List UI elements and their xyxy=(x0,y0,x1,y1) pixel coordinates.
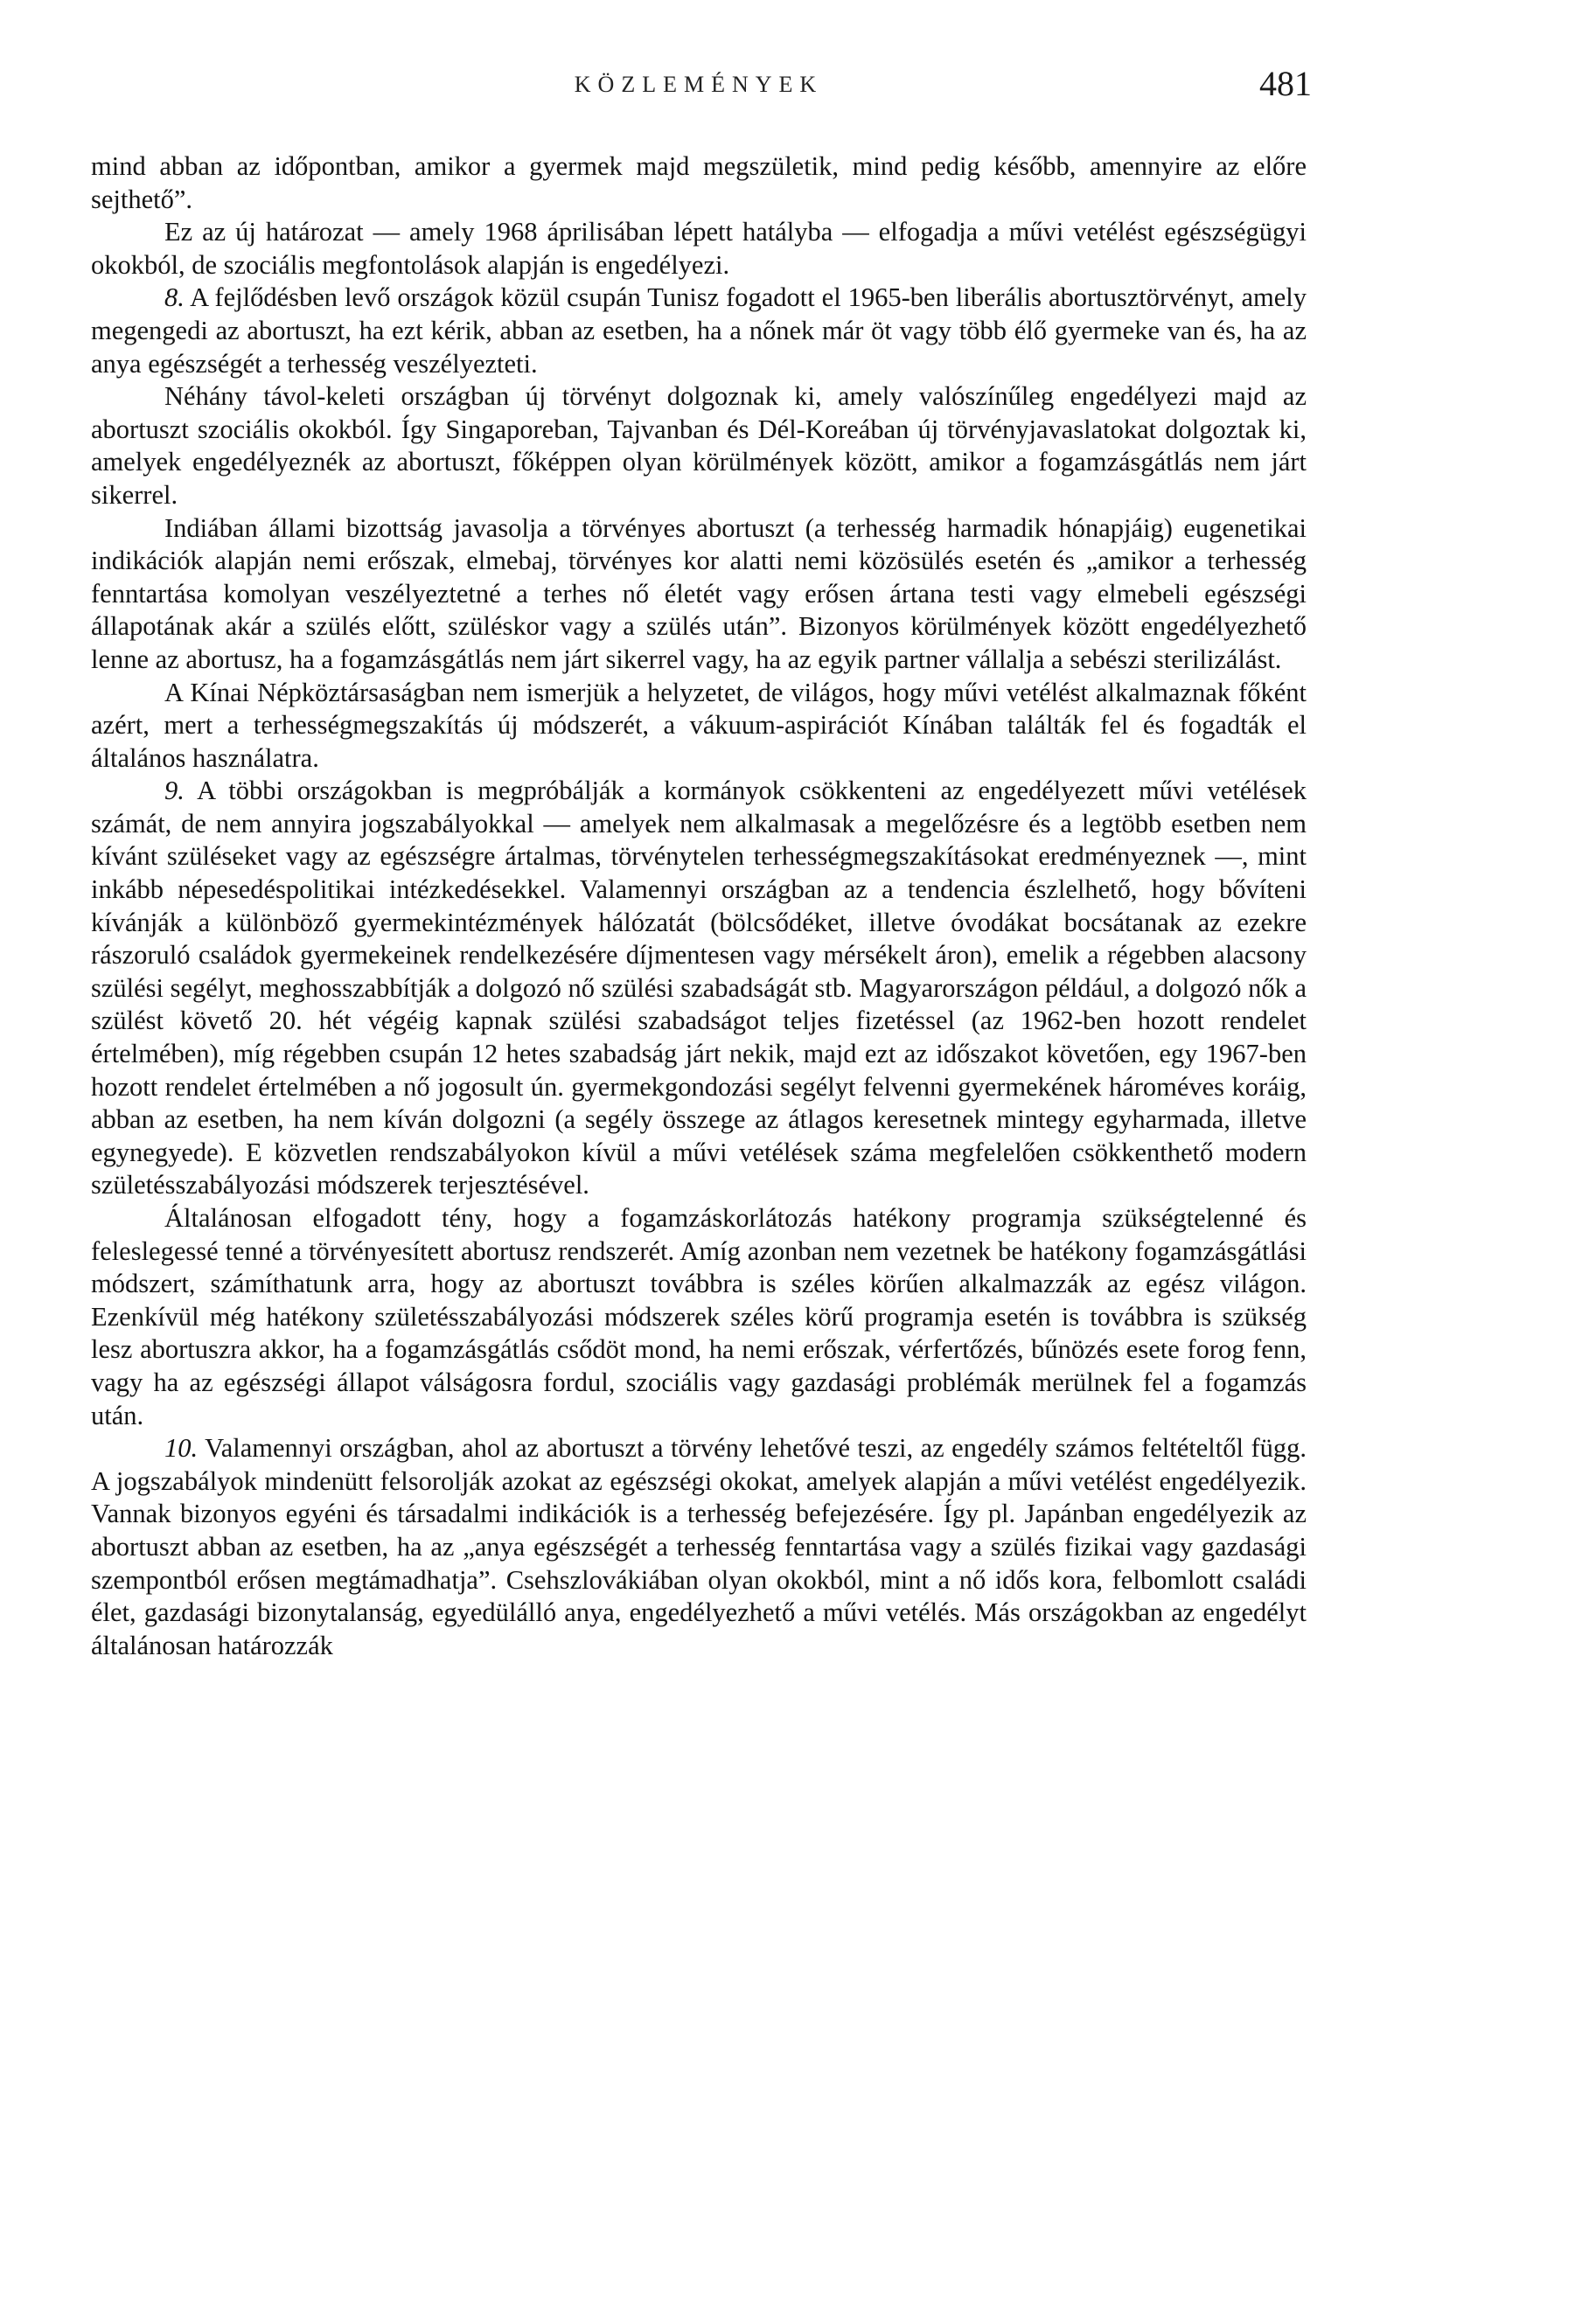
paragraph xyxy=(91,150,1307,216)
paragraph xyxy=(91,1432,1307,1662)
paragraph xyxy=(91,1202,1307,1432)
paragraph-text: Általánosan elfogadott tény, hogy a fogamzáskorlátozás hatékony programja szükségtelenné és feleslegessé tenné a törvényesített abortusz rendszerét. Amíg azonban nem vezetnek be hatékony fogamzásgátlási módszert, számíthatunk arra, hogy az abortuszt továbbra is széles körűen alkalmazzák az egész világon. Ezenkívül még hatékony születésszabályozási módszerek széles körű programja esetén is továbbra is szükség lesz abortuszra akkor, ha a fogamzásgátlás csődöt mond, ha nemi erőszak, vérfertőzés, bűnözés esete forog fenn, vagy ha az egészségi állapot válságosra fordul, szociális vagy gazdasági problémák merülnek fel a fogamzás után. xyxy=(91,1203,1307,1430)
paragraph xyxy=(91,512,1307,677)
page xyxy=(91,61,1312,1662)
paragraph-text: A többi országokban is megpróbálják a kormányok csökkenteni az engedélyezett művi vetélések számát, de nem annyira jogszabályokkal — amelyek nem alkalmasak a megelőzésre és a legtöbb esetben nem kívánt szüléseket vagy az egészségre ártalmas, törvénytelen terhességmegszakításokat eredményeznek —, mint inkább népesedéspolitikai intézkedésekkel. Valamennyi országban az a tendencia észlelhető, hogy bővíteni kívánják a különböző gyermekintézmények hálózatát (bölcsődéket, illetve óvodákat bocsátanak az ezekre rászoruló családok gyermekeinek rendelkezésére díjmentesen vagy mérsékelt áron), emelik a régebben alacsony szülési segélyt, meghosszabbítják a dolgozó nő szülési szabadságát stb. Magyarországon például, a dolgozó nők a szülést követő 20. hét végéig kapnak szülési szabadságot teljes fizetéssel (az 1962-ben hozott rendelet értelmében), míg régebben csupán 12 hetes szabadság járt nekik, majd ezt az időszakot követően, egy 1967-ben hozott rendelet értelmében a nő jogosult ún. gyermekgondozási segélyt felvenni gyermekének hároméves koráig, abban az esetben, ha nem kíván dolgozni (a segély összege az átlagos keresetnek mintegy egyharmada, illetve egynegyede). E közvetlen rendszabályokon kívül a művi vetélések száma megfelelően csökkenthető modern születésszabályozási módszerek terjesztésével. xyxy=(91,776,1307,1200)
paragraph-text: A fejlődésben levő országok közül csupán Tunisz fogadott el 1965-ben liberális abortusztörvényt, amely megengedi az abortuszt, ha ezt kérik, abban az esetben, ha a nőnek már öt vagy több élő gyermeke van és, ha az anya egészségét a terhesség veszélyezteti. xyxy=(91,282,1307,379)
running-head: KÖZLEMÉNYEK xyxy=(574,72,824,97)
section-number: 9. xyxy=(164,776,185,806)
paragraph-text: Ez az új határozat — amely 1968 áprilisában lépett hatályba — elfogadja a művi vetélést egészségügyi okokból, de szociális megfontolások alapján is engedélyezi. xyxy=(91,217,1307,280)
body-text xyxy=(91,150,1307,1662)
paragraph-text: mind abban az időpontban, amikor a gyermek majd megszületik, mind pedig később, amennyire az előre sejthető”. xyxy=(91,151,1307,214)
page-header xyxy=(91,61,1312,114)
paragraph-text: A Kínai Népköztársaságban nem ismerjük a helyzetet, de világos, hogy művi vetélést alkalmaznak főként azért, mert a terhességmegszakítás új módszerét, a vákuum-aspirációt Kínában találták fel és fogadták el általános használatra. xyxy=(91,677,1307,773)
paragraph xyxy=(91,282,1307,380)
paragraph xyxy=(91,380,1307,511)
paragraph xyxy=(91,775,1307,1202)
section-number: 10. xyxy=(164,1433,199,1464)
paragraph xyxy=(91,216,1307,282)
paragraph xyxy=(91,677,1307,776)
paragraph-text: Néhány távol-keleti országban új törvényt dolgoznak ki, amely valószínűleg engedélyezi majd az abortuszt szociális okokból. Így Singaporeban, Tajvanban és Dél-Koreában új törvényjavaslatokat dolgoztak ki, amelyek engedélyeznék az abortuszt, főképpen olyan körülmények között, amikor a fogamzásgátlás nem járt sikerrel. xyxy=(91,381,1307,510)
section-number: 8. xyxy=(164,282,185,313)
paragraph-text: Valamennyi országban, ahol az abortuszt a törvény lehetővé teszi, az engedély számos feltételtől függ. A jogszabályok mindenütt felsorolják azokat az egészségi okokat, amelyek alapján a művi vetélést engedélyezik. Vannak bizonyos egyéni és társadalmi indikációk is a terhesség befejezésére. Így pl. Japánban engedélyezik az abortuszt abban az esetben, ha az „anya egészségét a terhesség fenntartása vagy a szülés fizikai vagy gazdasági szempontból erősen megtámadhatja”. Csehszlovákiában olyan okokból, mint a nő idős kora, felbomlott családi élet, gazdasági bizonytalanság, egyedülálló anya, engedélyezhető a művi vetélés. Más országokban az engedélyt általánosan határozzák xyxy=(91,1433,1307,1660)
paragraph-text: Indiában állami bizottság javasolja a törvényes abortuszt (a terhesség harmadik hónapjáig) eugenetikai indikációk alapján nemi erőszak, elmebaj, törvényes kor alatti nemi közösülés esetén és „amikor a terhesség fenntartása komolyan veszélyeztetné a terhes nő életét vagy erősen ártana testi vagy elmebeli egészségi állapotának akár a szülés előtt, szüléskor vagy a szülés után”. Bizonyos körülmények között engedélyezhető lenne az abortusz, ha a fogamzásgátlás nem járt sikerrel vagy, ha az egyik partner vállalja a sebészi sterilizálást. xyxy=(91,512,1307,674)
page-number: 481 xyxy=(1259,64,1312,103)
